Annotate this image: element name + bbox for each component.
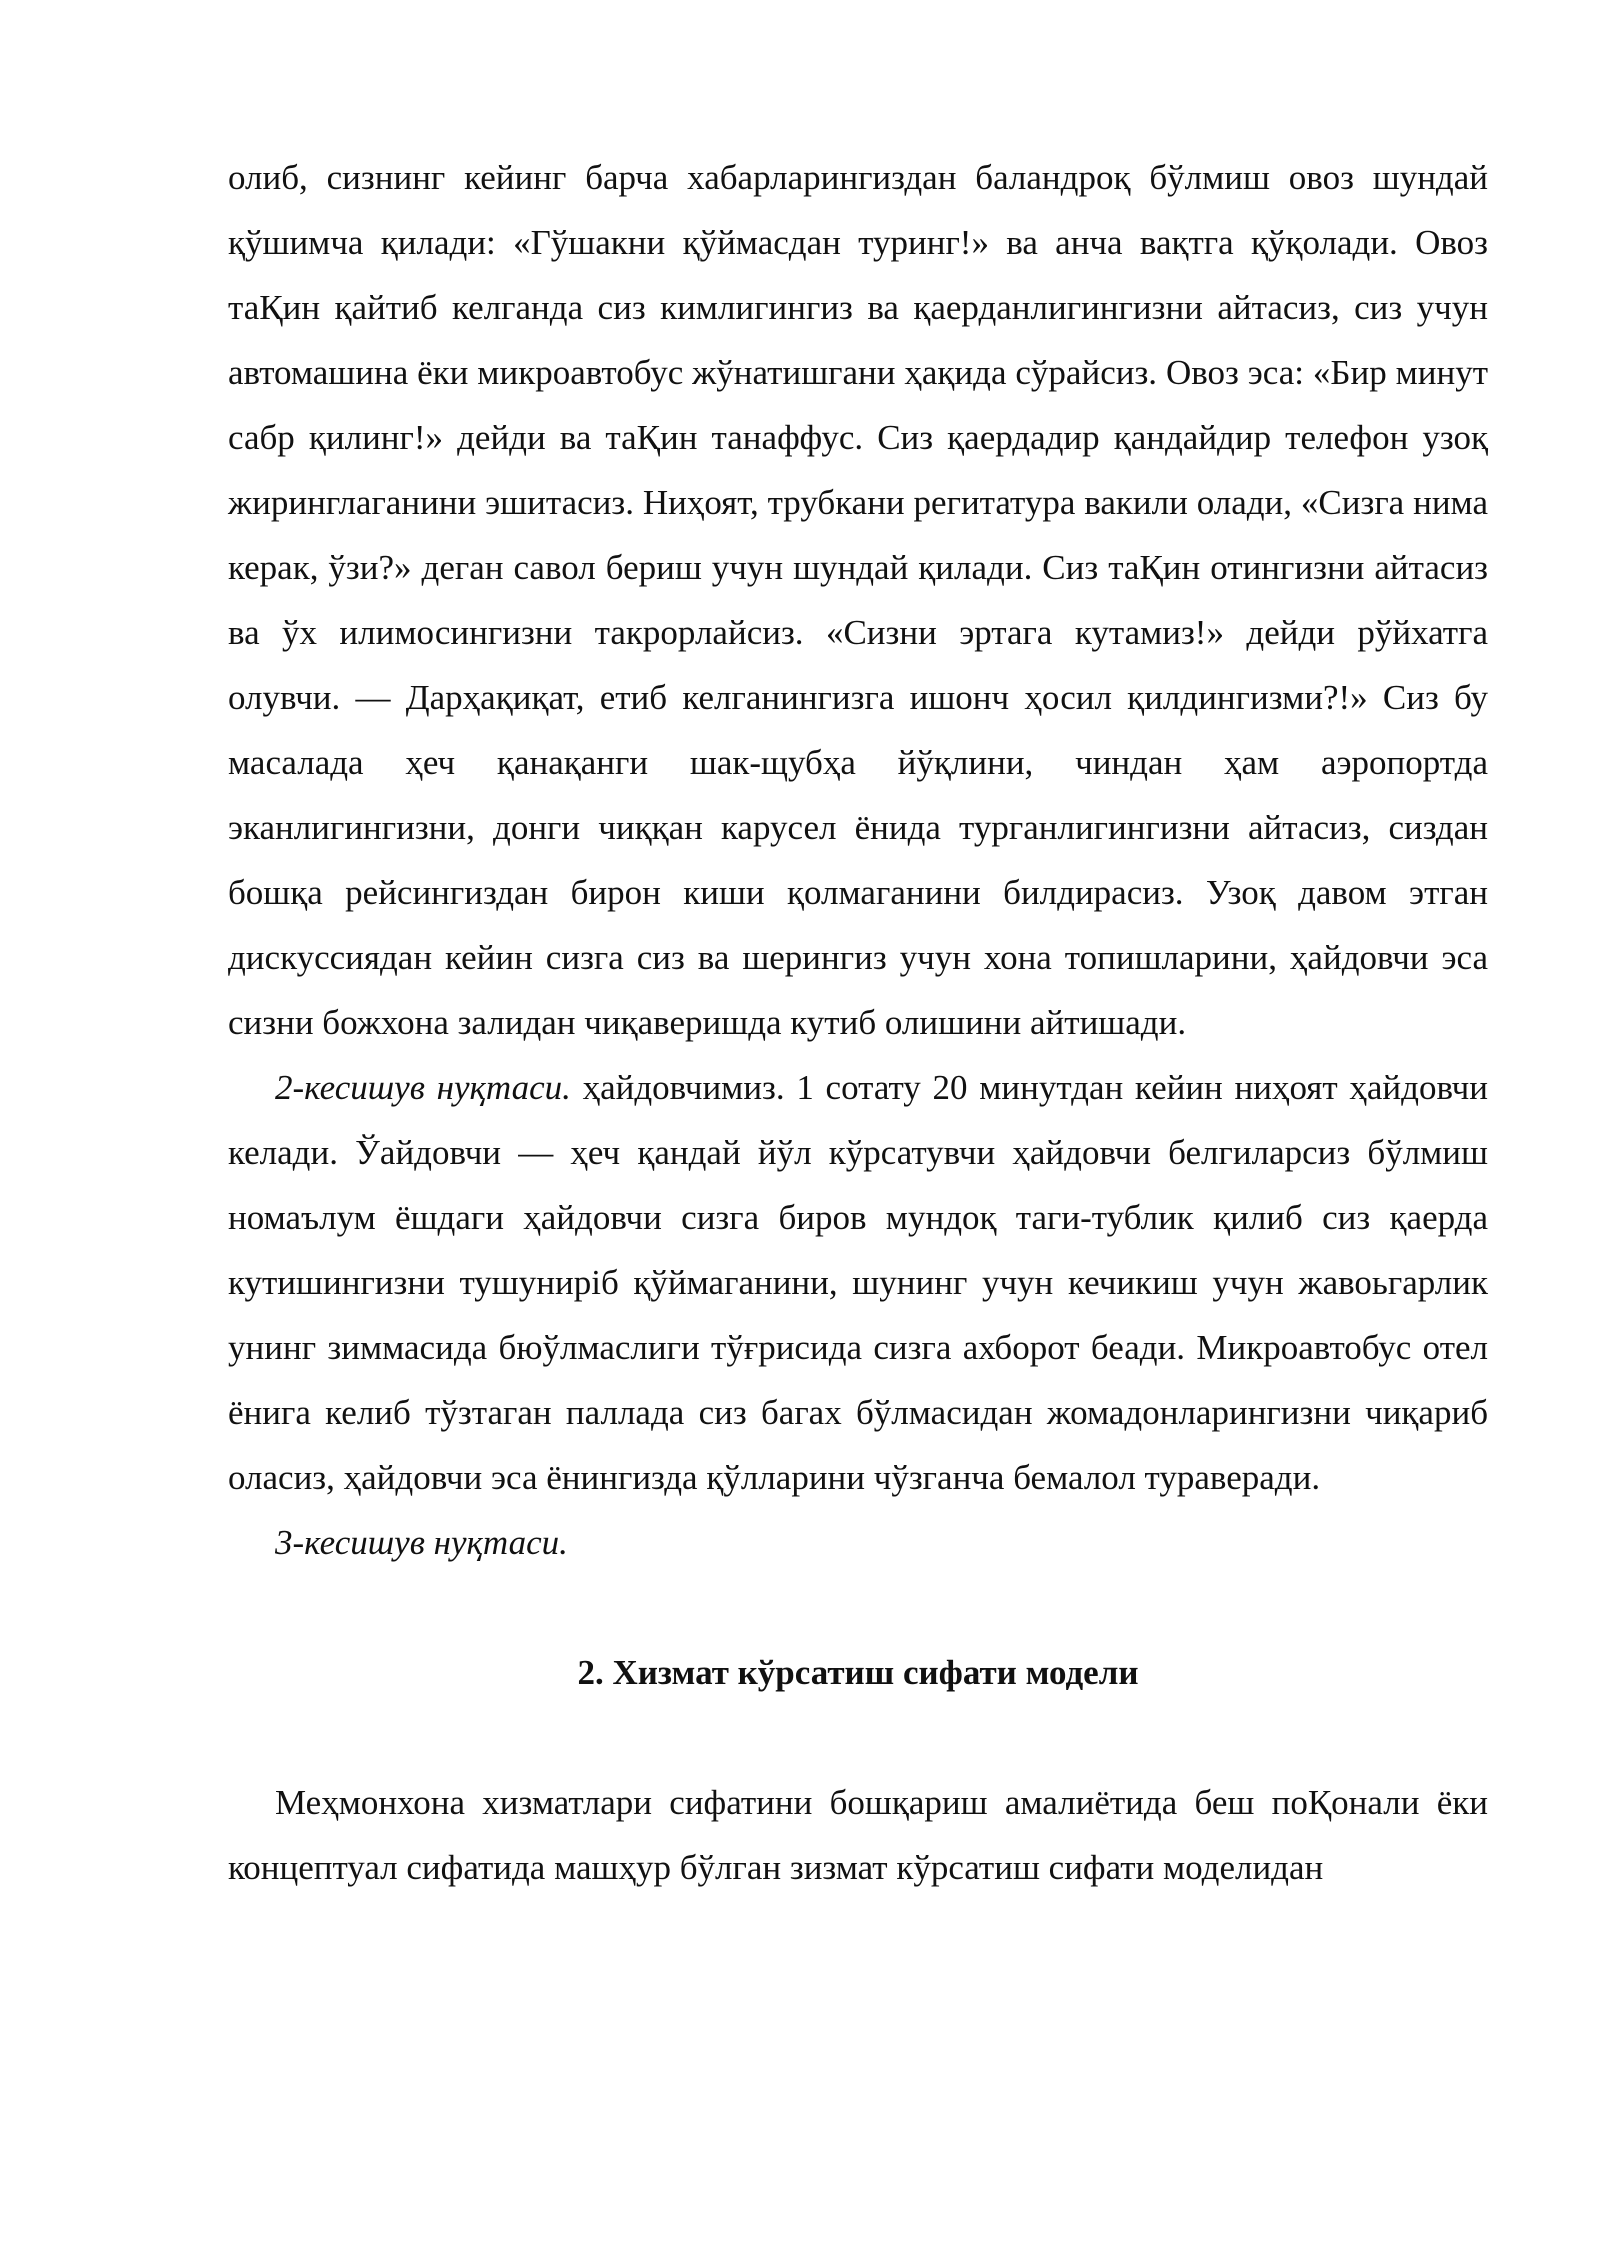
- paragraph-4-text: Меҳмонхона хизматлари сифатини бошқариш амалиётида беш поҚонали ёки концептуал сифатида машҳур бўлган зизмат кўрсатиш сифати моделидан: [228, 1783, 1488, 1887]
- paragraph-2-lead: 2-кесишув нуқтаси.: [275, 1068, 571, 1107]
- paragraph-3-lead: 3-кесишув нуқтаси.: [275, 1523, 568, 1562]
- paragraph-1: [228, 145, 1488, 1055]
- paragraph-3: [228, 1510, 1488, 1575]
- paragraph-1-text: олиб, сизнинг кейинг барча хабарларингиздан баландроқ бўлмиш овоз шундай қўшимча қилади: «Гўшакни қўймасдан туринг!» ва анча вақтга қўқолади. Овоз таҚин қайтиб келганда сиз кимлигингиз ва қаерданлигингизни айтасиз, сиз учун автомашина ёки микроавтобус жўнатишгани ҳақида сўрайсиз. Овоз эса: «Бир минут сабр қилинг!» дейди ва таҚин танаффус. Сиз қаердадир қандайдир телефон узоқ жиринглаганини эшитасиз. Ниҳоят, трубкани регитатура вакили олади, «Сизга нима керак, ўзи?» деган савол бериш учун шундай қилади. Сиз таҚин отингизни айтасиз ва ўх илимосингизни такрорлайсиз. «Сизни эртага кутамиз!» дейди рўйхатга олувчи. — Дарҳақиқат, етиб келганингизга ишонч ҳосил қилдингизми?!» Сиз бу масалада ҳеч қанақанги шак-щубҳа йўқлини, чиндан ҳам аэропортда эканлигингизни, донги чиққан карусел ёнида турганлигингизни айтасиз, сиздан бошқа рейсингиздан бирон киши қолмаганини билдирасиз. Узоқ давом этган дискуссиядан кейин сизга сиз ва шерингиз учун хона топишларини, ҳайдовчи эса сизни божхона залидан чиқаверишда кутиб олишини айтишади.: [228, 158, 1488, 1042]
- paragraph-4: [228, 1770, 1488, 1900]
- paragraph-2-text: ҳайдовчимиз. 1 сотату 20 минутдан кейин ниҳоят ҳайдовчи келади. Ўайдовчи — ҳеч қандай йўл кўрсатувчи ҳайдовчи белгиларсиз бўлмиш номаълум ёшдаги ҳайдовчи сизга биров мундоқ таги-тублик қилиб сиз қаерда кутишингизни тушуниріб қўймаганини, шунинг учун кечикиш учун жавоьгарлик унинг зиммасида бюўлмаслиги тўғрисида сизга ахборот беади. Микроавтобус отел ёнига келиб тўзтаган паллада сиз багах бўлмасидан жомадонларингизни чиқариб оласиз, ҳайдовчи эса ёнингизда қўлларини чўзганча бемалол тураверади.: [228, 1068, 1488, 1497]
- paragraph-2: [228, 1055, 1488, 1510]
- document-body: [228, 145, 1488, 1900]
- section-heading: 2. Хизмат кўрсатиш сифати модели: [577, 1653, 1139, 1692]
